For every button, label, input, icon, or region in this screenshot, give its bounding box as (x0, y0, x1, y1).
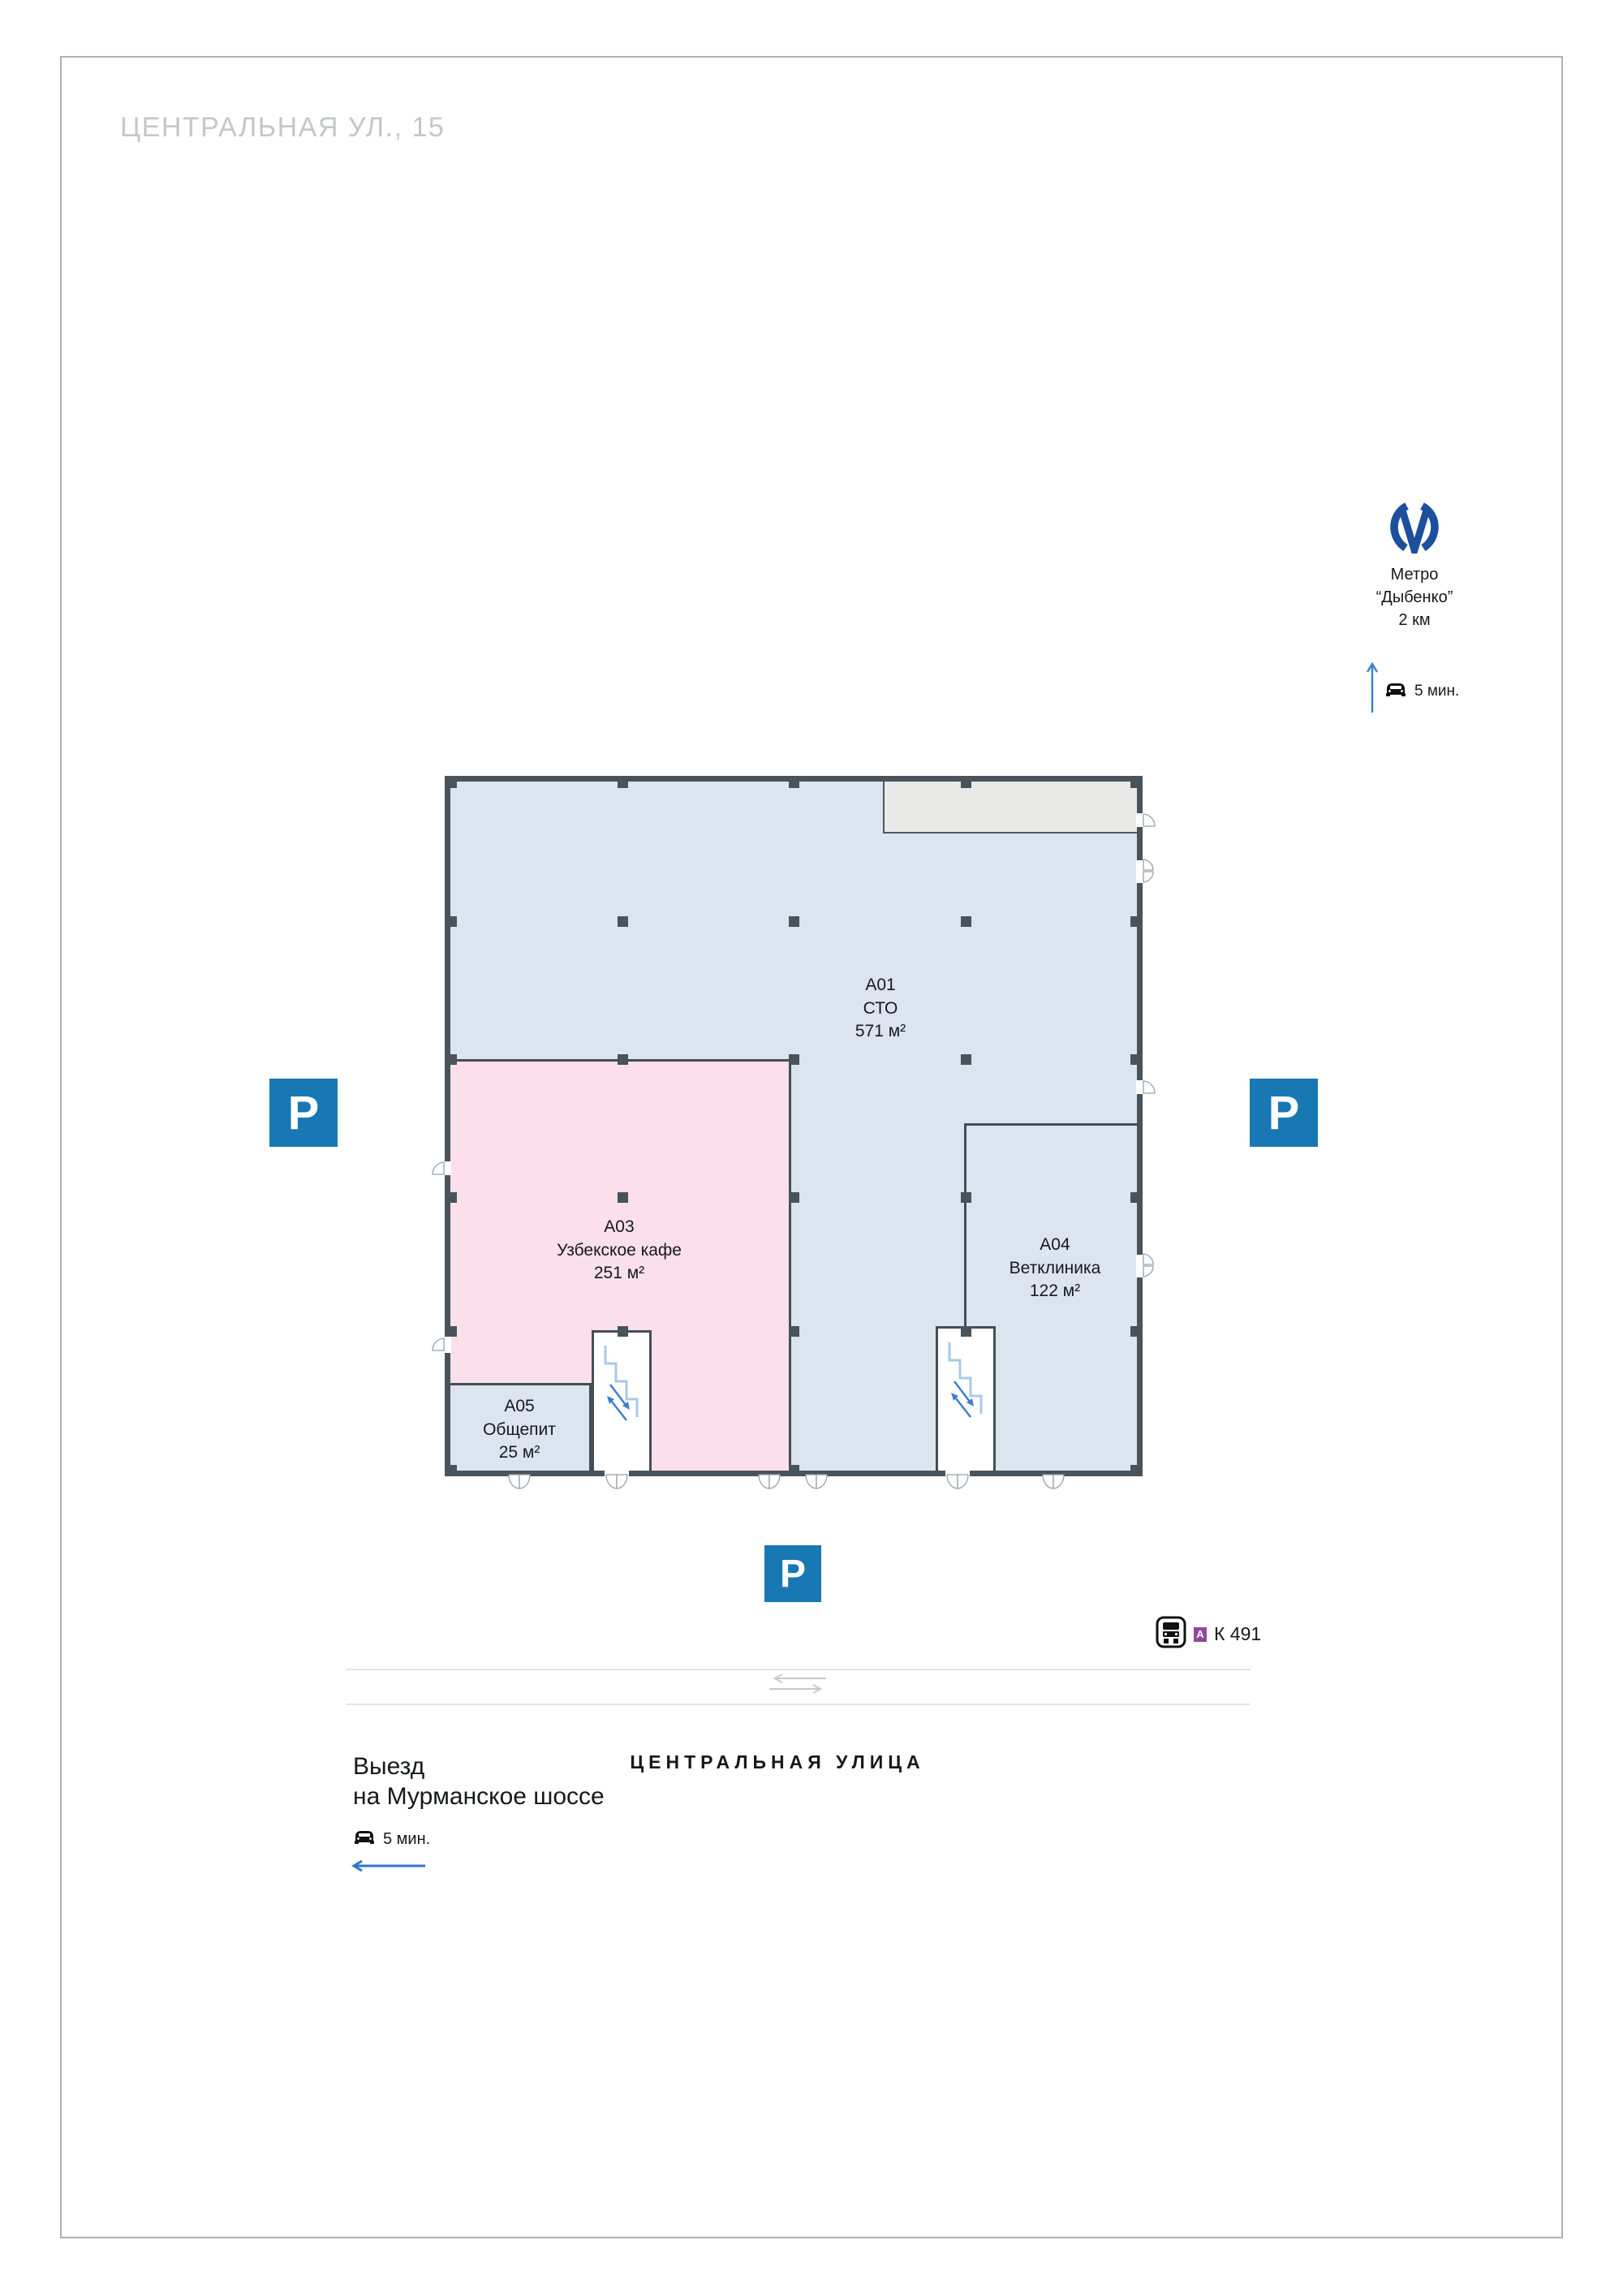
parking-icon-bottom (764, 1545, 821, 1602)
column-marker (618, 778, 628, 788)
parking-label: P (1268, 1086, 1300, 1139)
column-marker (961, 1054, 971, 1065)
column-marker (618, 1326, 628, 1337)
door-gap (1136, 860, 1143, 883)
unit-a04-wall-vertical (964, 1123, 966, 1326)
column-marker (446, 1326, 457, 1337)
column-marker (446, 778, 457, 788)
door-icon (431, 1338, 445, 1356)
door-gap (445, 1161, 451, 1175)
column-marker (618, 1054, 628, 1065)
column-marker (1130, 1465, 1141, 1475)
column-marker (1130, 778, 1141, 788)
unit-area: 25 м² (498, 1443, 540, 1462)
metro-drive-time (1384, 682, 1459, 701)
parking-icon-right (1250, 1079, 1318, 1147)
wall-left (445, 776, 450, 1476)
metro-info (1333, 563, 1496, 631)
unit-gray-region (883, 782, 1137, 834)
metro-logo-icon (1387, 502, 1442, 558)
stairs-icon (601, 1342, 643, 1442)
column-marker (1130, 916, 1141, 927)
column-marker (446, 1054, 457, 1065)
column-marker (961, 1326, 971, 1337)
column-marker (789, 1465, 799, 1475)
double-door-icon (508, 1474, 531, 1494)
street-name-label: ЦЕНТРАЛЬНАЯ УЛИЦА (630, 1751, 925, 1773)
column-marker (789, 916, 799, 927)
parking-label: P (779, 1552, 806, 1596)
metro-station: “Дыбенко” (1375, 588, 1453, 606)
column-marker (789, 778, 799, 788)
double-door-icon (1143, 859, 1156, 887)
parking-icon-left (269, 1079, 338, 1147)
unit-area: 122 м² (1029, 1282, 1081, 1300)
metro-drive-time-label: 5 мин. (1414, 683, 1460, 700)
stairs-icon (945, 1339, 987, 1439)
exit-line-2: на Мурманское шоссе (353, 1783, 605, 1810)
double-door-icon (805, 1474, 828, 1494)
exit-info (353, 1751, 605, 1811)
unit-name: СТО (863, 998, 898, 1018)
column-marker (789, 1054, 799, 1065)
metro-distance: 2 км (1398, 611, 1431, 629)
column-marker (446, 916, 457, 927)
double-door-icon (758, 1474, 781, 1494)
door-gap (1136, 1080, 1143, 1094)
unit-a04-wall-horizontal (964, 1123, 1137, 1126)
column-marker (618, 916, 628, 927)
up-arrow-icon (1365, 661, 1380, 718)
unit-area: 571 м² (855, 1022, 906, 1040)
unit-id: А03 (604, 1217, 635, 1236)
column-marker (1130, 1192, 1141, 1203)
exit-drive-time-label: 5 мин. (383, 1829, 431, 1848)
bus-route-label: К 491 (1214, 1623, 1262, 1644)
unit-id: А05 (504, 1397, 535, 1415)
unit-a04-label (1010, 1234, 1101, 1303)
unit-id: А04 (1040, 1235, 1070, 1254)
bus-stop-icon (1156, 1616, 1186, 1652)
unit-a05-label (483, 1395, 556, 1465)
unit-name: Узбекское кафе (557, 1240, 682, 1260)
column-marker (446, 1192, 457, 1203)
exit-line-1: Выезд (353, 1753, 425, 1780)
door-icon (1143, 1080, 1156, 1099)
door-gap (445, 1337, 451, 1353)
double-door-icon (1042, 1474, 1065, 1494)
building-plan (445, 776, 1143, 1476)
unit-name: Ветклиника (1009, 1258, 1101, 1277)
column-marker (446, 1465, 457, 1475)
column-marker (961, 1192, 971, 1203)
door-gap (1136, 1255, 1143, 1277)
road-edge-bottom (347, 1704, 1251, 1705)
metro-title: Метро (1390, 566, 1439, 584)
double-door-icon (605, 1474, 628, 1494)
page-title: ЦЕНТРАЛЬНАЯ УЛ., 15 (120, 112, 446, 143)
double-door-icon (946, 1474, 969, 1494)
car-icon (353, 1829, 376, 1849)
bus-stop (1156, 1616, 1261, 1652)
column-marker (961, 778, 971, 788)
exit-drive-time (353, 1829, 430, 1849)
column-marker (961, 916, 971, 927)
column-marker (789, 1326, 799, 1337)
door-gap (1136, 813, 1143, 827)
column-marker (1130, 1326, 1141, 1337)
road-edge-top (347, 1669, 1251, 1670)
route-type-badge: А (1194, 1627, 1207, 1642)
unit-name: Общепит (483, 1419, 556, 1439)
unit-a01-label (855, 974, 906, 1044)
parking-label: P (287, 1086, 320, 1139)
column-marker (789, 1192, 799, 1203)
door-icon (1143, 813, 1156, 832)
unit-id: А01 (865, 976, 896, 994)
car-icon (1384, 682, 1407, 701)
unit-a03-label (557, 1216, 682, 1286)
unit-area: 251 м² (593, 1264, 645, 1282)
left-arrow-icon (349, 1859, 426, 1877)
column-marker (1130, 1054, 1141, 1065)
column-marker (618, 1192, 628, 1203)
two-way-arrows-icon (769, 1674, 826, 1699)
door-icon (431, 1161, 445, 1180)
double-door-icon (1143, 1253, 1156, 1282)
